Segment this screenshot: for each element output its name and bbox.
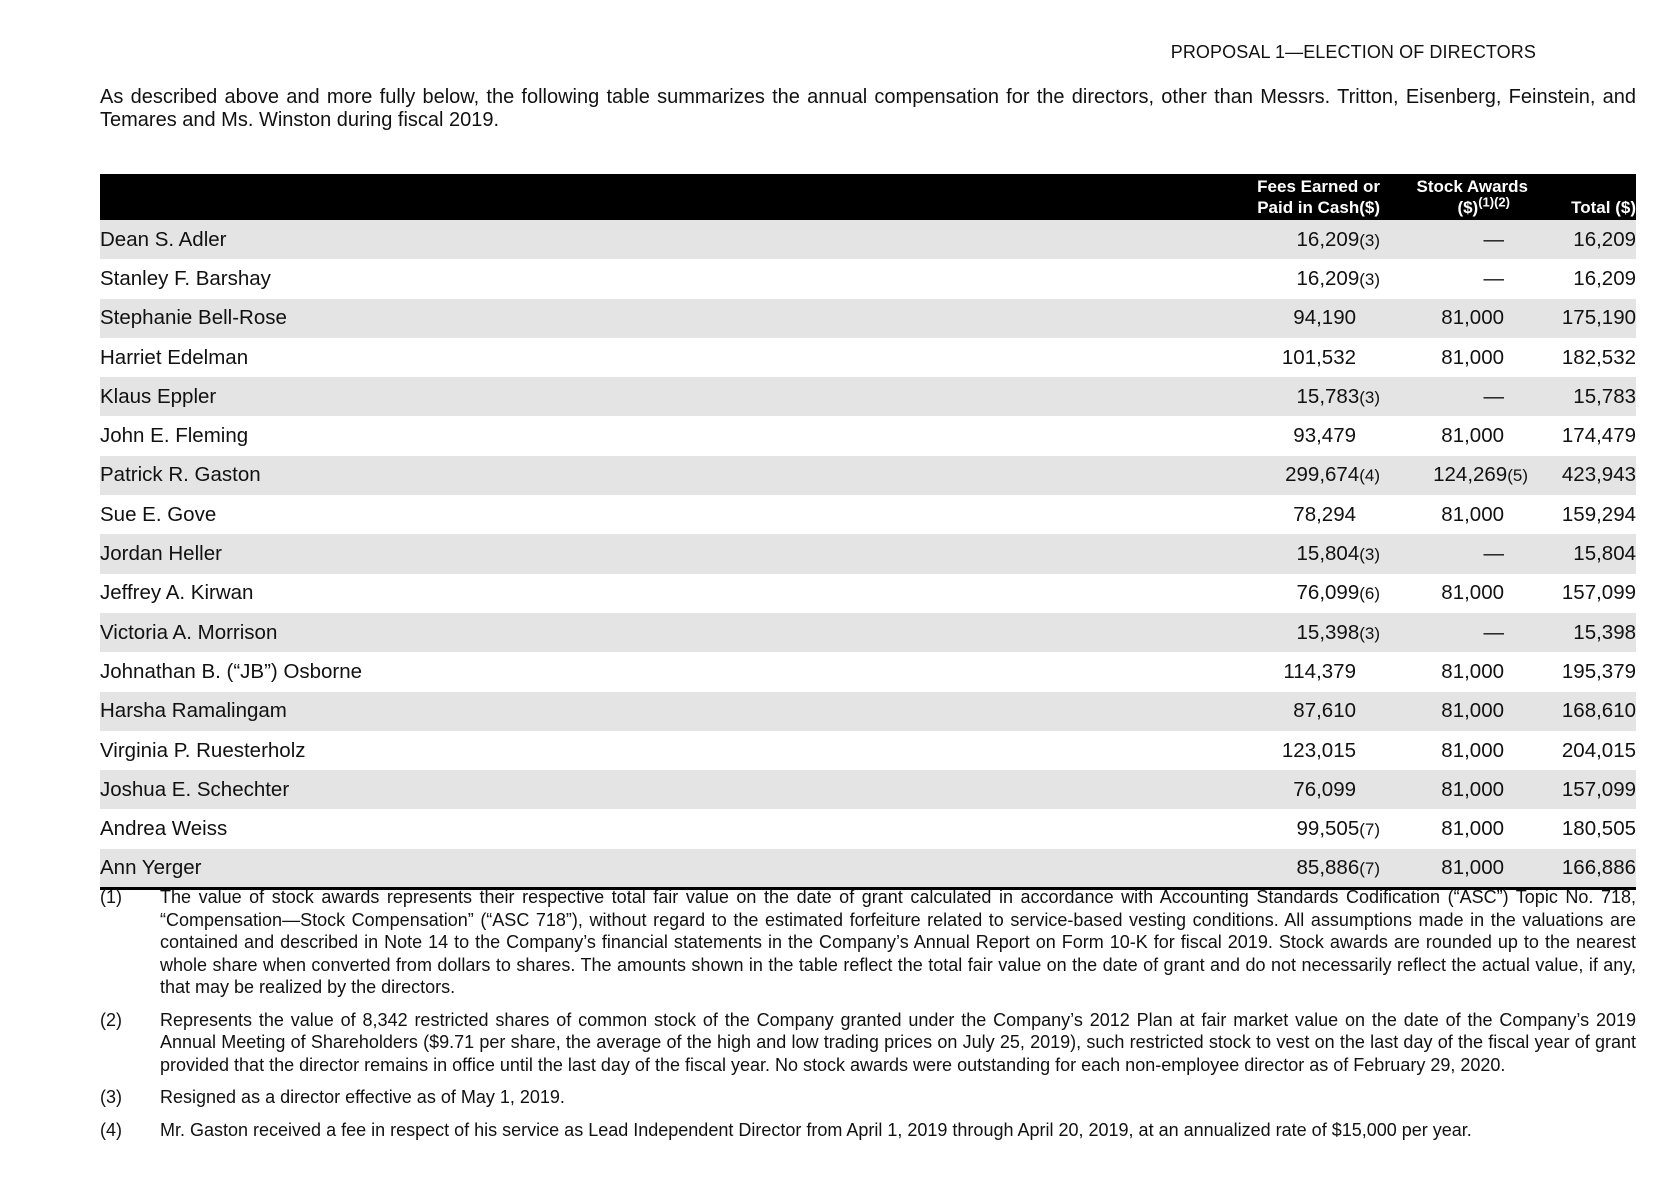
footnotes-section bbox=[100, 886, 1636, 1151]
fees-value: 15,783 bbox=[1296, 384, 1360, 408]
table-row bbox=[100, 299, 1636, 338]
table-row bbox=[100, 692, 1636, 731]
director-name: Stanley F. Barshay bbox=[100, 259, 1120, 298]
fees-footnote-ref: (7) bbox=[1359, 858, 1380, 878]
fees-cell bbox=[1120, 534, 1380, 573]
total-cell: 157,099 bbox=[1528, 770, 1636, 809]
fees-cell bbox=[1120, 299, 1380, 338]
stock-awards-value: — bbox=[1483, 620, 1504, 644]
total-cell: 174,479 bbox=[1528, 416, 1636, 455]
fees-footnote-ref: (3) bbox=[1359, 230, 1380, 250]
footnote bbox=[100, 1086, 1636, 1109]
total-cell: 159,294 bbox=[1528, 495, 1636, 534]
director-name: Ann Yerger bbox=[100, 849, 1120, 888]
table-row bbox=[100, 377, 1636, 416]
stock-awards-value: 124,269 bbox=[1433, 463, 1508, 487]
total-cell: 15,804 bbox=[1528, 534, 1636, 573]
fees-cell bbox=[1120, 338, 1380, 377]
total-cell: 180,505 bbox=[1528, 809, 1636, 848]
fees-footnote-ref: (6) bbox=[1359, 584, 1380, 604]
fees-cell bbox=[1120, 377, 1380, 416]
stock-awards-cell bbox=[1380, 574, 1528, 613]
table-row bbox=[100, 259, 1636, 298]
fees-cell bbox=[1120, 495, 1380, 534]
stock-header-footnote-ref: (1)(2) bbox=[1478, 194, 1510, 210]
fees-cell bbox=[1120, 416, 1380, 455]
director-name: Joshua E. Schechter bbox=[100, 770, 1120, 809]
stock-awards-value: 81,000 bbox=[1441, 581, 1504, 605]
fees-footnote-ref: (3) bbox=[1359, 387, 1380, 407]
stock-awards-value: — bbox=[1483, 384, 1504, 408]
director-name: Klaus Eppler bbox=[100, 377, 1120, 416]
stock-awards-cell bbox=[1380, 220, 1528, 259]
director-name: Virginia P. Ruesterholz bbox=[100, 731, 1120, 770]
stock-awards-value: 81,000 bbox=[1441, 738, 1504, 762]
stock-awards-cell bbox=[1380, 652, 1528, 691]
fees-value: 76,099 bbox=[1296, 581, 1360, 605]
column-header-fees bbox=[1120, 174, 1380, 220]
fees-cell bbox=[1120, 220, 1380, 259]
total-cell: 157,099 bbox=[1528, 574, 1636, 613]
fees-value: 101,532 bbox=[1281, 345, 1356, 369]
total-cell: 166,886 bbox=[1528, 849, 1636, 888]
intro-paragraph: As described above and more fully below, the following table summarizes the annual compensation for the directors, other than Messrs. Tritton, Eisenberg, Feinstein, and Temares and Ms. Winston during fiscal 2019. bbox=[100, 86, 1636, 131]
stock-awards-value: 81,000 bbox=[1441, 659, 1504, 683]
director-name: Harriet Edelman bbox=[100, 338, 1120, 377]
fees-cell bbox=[1120, 770, 1380, 809]
stock-awards-cell bbox=[1380, 534, 1528, 573]
stock-header-line1: Stock Awards bbox=[1416, 177, 1528, 196]
table-row bbox=[100, 574, 1636, 613]
director-name: Victoria A. Morrison bbox=[100, 613, 1120, 652]
director-name: Stephanie Bell-Rose bbox=[100, 299, 1120, 338]
column-header-name bbox=[100, 174, 1120, 220]
stock-header-line2: ($) bbox=[1457, 198, 1479, 217]
stock-awards-value: 81,000 bbox=[1441, 699, 1504, 723]
table-row bbox=[100, 809, 1636, 848]
fees-value: 123,015 bbox=[1281, 738, 1356, 762]
footnote-text: Mr. Gaston received a fee in respect of his service as Lead Independent Director from April 1, 2019 through April 20, 2019, at an annualized rate of $15,000 per year. bbox=[160, 1119, 1472, 1140]
total-cell: 195,379 bbox=[1528, 652, 1636, 691]
footnote-text: Represents the value of 8,342 restricted shares of common stock of the Company granted under the Company’s 2012 Plan at fair market value on the date of the Company’s 2019 Annual Meeting of Shareholders ($9.71 per share, the average of the high and low trading prices on July 25, 2019), such restricted stock to vest on the last day of the fiscal year of grant provided that the director remains in office until the last day of the fiscal year. No stock awards were outstanding for each non-employee director as of February 29, 2020. bbox=[160, 1009, 1636, 1075]
table-row bbox=[100, 770, 1636, 809]
fees-value: 93,479 bbox=[1293, 424, 1356, 448]
stock-footnote-ref: (5) bbox=[1507, 466, 1528, 486]
stock-awards-cell bbox=[1380, 809, 1528, 848]
stock-awards-value: 81,000 bbox=[1441, 345, 1504, 369]
column-header-total: Total ($) bbox=[1528, 174, 1636, 220]
footnote-marker: (3) bbox=[100, 1087, 122, 1107]
fees-value: 114,379 bbox=[1283, 659, 1356, 683]
fees-header-line1: Fees Earned or bbox=[1257, 177, 1380, 196]
stock-awards-cell bbox=[1380, 731, 1528, 770]
director-name: Harsha Ramalingam bbox=[100, 692, 1120, 731]
fees-value: 15,804 bbox=[1296, 542, 1360, 566]
stock-awards-cell bbox=[1380, 377, 1528, 416]
fees-footnote-ref: (7) bbox=[1359, 820, 1380, 840]
fees-cell bbox=[1120, 849, 1380, 888]
stock-awards-cell bbox=[1380, 770, 1528, 809]
table-row bbox=[100, 495, 1636, 534]
director-name: John E. Fleming bbox=[100, 416, 1120, 455]
fees-value: 16,209 bbox=[1296, 227, 1360, 251]
fees-cell bbox=[1120, 731, 1380, 770]
table-row bbox=[100, 456, 1636, 495]
stock-awards-value: — bbox=[1483, 227, 1504, 251]
table-row bbox=[100, 613, 1636, 652]
fees-header-line2: Paid in Cash($) bbox=[1257, 198, 1380, 217]
column-header-stock bbox=[1380, 174, 1528, 220]
director-name: Dean S. Adler bbox=[100, 220, 1120, 259]
fees-footnote-ref: (3) bbox=[1359, 545, 1380, 565]
total-cell: 204,015 bbox=[1528, 731, 1636, 770]
fees-value: 299,674 bbox=[1285, 463, 1360, 487]
table-row bbox=[100, 220, 1636, 259]
stock-awards-value: — bbox=[1483, 542, 1504, 566]
total-cell: 16,209 bbox=[1528, 259, 1636, 298]
stock-awards-cell bbox=[1380, 338, 1528, 377]
footnote bbox=[100, 1119, 1636, 1142]
fees-cell bbox=[1120, 692, 1380, 731]
total-cell: 423,943 bbox=[1528, 456, 1636, 495]
director-name: Patrick R. Gaston bbox=[100, 456, 1120, 495]
fees-value: 87,610 bbox=[1293, 699, 1356, 723]
total-cell: 16,209 bbox=[1528, 220, 1636, 259]
table-row bbox=[100, 652, 1636, 691]
director-name: Jeffrey A. Kirwan bbox=[100, 574, 1120, 613]
director-compensation-table bbox=[100, 174, 1636, 890]
fees-cell bbox=[1120, 613, 1380, 652]
fees-footnote-ref: (3) bbox=[1359, 269, 1380, 289]
director-name: Andrea Weiss bbox=[100, 809, 1120, 848]
footnote-text: Resigned as a director effective as of May 1, 2019. bbox=[160, 1087, 565, 1107]
fees-footnote-ref: (4) bbox=[1359, 466, 1380, 486]
fees-cell bbox=[1120, 574, 1380, 613]
stock-awards-cell bbox=[1380, 456, 1528, 495]
director-name: Johnathan B. (“JB”) Osborne bbox=[100, 652, 1120, 691]
stock-awards-value: 81,000 bbox=[1441, 502, 1504, 526]
stock-awards-value: — bbox=[1483, 266, 1504, 290]
stock-awards-value: 81,000 bbox=[1441, 855, 1504, 879]
stock-awards-cell bbox=[1380, 299, 1528, 338]
fees-cell bbox=[1120, 456, 1380, 495]
table-row bbox=[100, 849, 1636, 888]
footnote-marker: (4) bbox=[100, 1119, 122, 1140]
table-row bbox=[100, 534, 1636, 573]
footnote bbox=[100, 886, 1636, 999]
stock-awards-value: 81,000 bbox=[1441, 817, 1504, 841]
table-header-row bbox=[100, 174, 1636, 220]
fees-value: 16,209 bbox=[1296, 266, 1360, 290]
stock-awards-cell bbox=[1380, 416, 1528, 455]
fees-cell bbox=[1120, 259, 1380, 298]
table-row bbox=[100, 731, 1636, 770]
table-row bbox=[100, 338, 1636, 377]
fees-value: 78,294 bbox=[1293, 502, 1356, 526]
stock-awards-value: 81,000 bbox=[1441, 306, 1504, 330]
total-cell: 175,190 bbox=[1528, 299, 1636, 338]
fees-value: 94,190 bbox=[1293, 306, 1356, 330]
running-head: PROPOSAL 1—ELECTION OF DIRECTORS bbox=[1170, 42, 1536, 62]
total-cell: 168,610 bbox=[1528, 692, 1636, 731]
stock-awards-cell bbox=[1380, 259, 1528, 298]
director-name: Sue E. Gove bbox=[100, 495, 1120, 534]
stock-awards-value: 81,000 bbox=[1441, 777, 1504, 801]
footnote-marker: (2) bbox=[100, 1009, 122, 1030]
total-cell: 15,783 bbox=[1528, 377, 1636, 416]
director-name: Jordan Heller bbox=[100, 534, 1120, 573]
table-row bbox=[100, 416, 1636, 455]
footnote-marker: (1) bbox=[100, 887, 122, 907]
footnote bbox=[100, 1009, 1636, 1077]
total-cell: 15,398 bbox=[1528, 613, 1636, 652]
stock-awards-cell bbox=[1380, 692, 1528, 731]
stock-awards-cell bbox=[1380, 613, 1528, 652]
stock-awards-cell bbox=[1380, 849, 1528, 888]
fees-cell bbox=[1120, 809, 1380, 848]
fees-value: 99,505 bbox=[1296, 817, 1360, 841]
fees-value: 85,886 bbox=[1296, 855, 1360, 879]
fees-cell bbox=[1120, 652, 1380, 691]
fees-value: 15,398 bbox=[1296, 620, 1360, 644]
fees-value: 76,099 bbox=[1293, 777, 1356, 801]
stock-awards-value: 81,000 bbox=[1441, 424, 1504, 448]
fees-footnote-ref: (3) bbox=[1359, 623, 1380, 643]
total-cell: 182,532 bbox=[1528, 338, 1636, 377]
footnote-text: The value of stock awards represents their respective total fair value on the date of grant calculated in accordance with Accounting Standards Codification (“ASC”) Topic No. 718, “Compensation—Stock Compensation” (“ASC 718”), without regard to the estimated forfeiture related to service-based vesting conditions. All assumptions made in the valuations are contained and described in Note 14 to the Company’s financial statements in the Company’s Annual Report on Form 10-K for fiscal 2019. Stock awards are rounded up to the nearest whole share when converted from dollars to shares. The amounts shown in the table reflect the total fair value on the date of grant and do not necessarily reflect the actual value, if any, that may be realized by the directors. bbox=[160, 887, 1636, 997]
stock-awards-cell bbox=[1380, 495, 1528, 534]
